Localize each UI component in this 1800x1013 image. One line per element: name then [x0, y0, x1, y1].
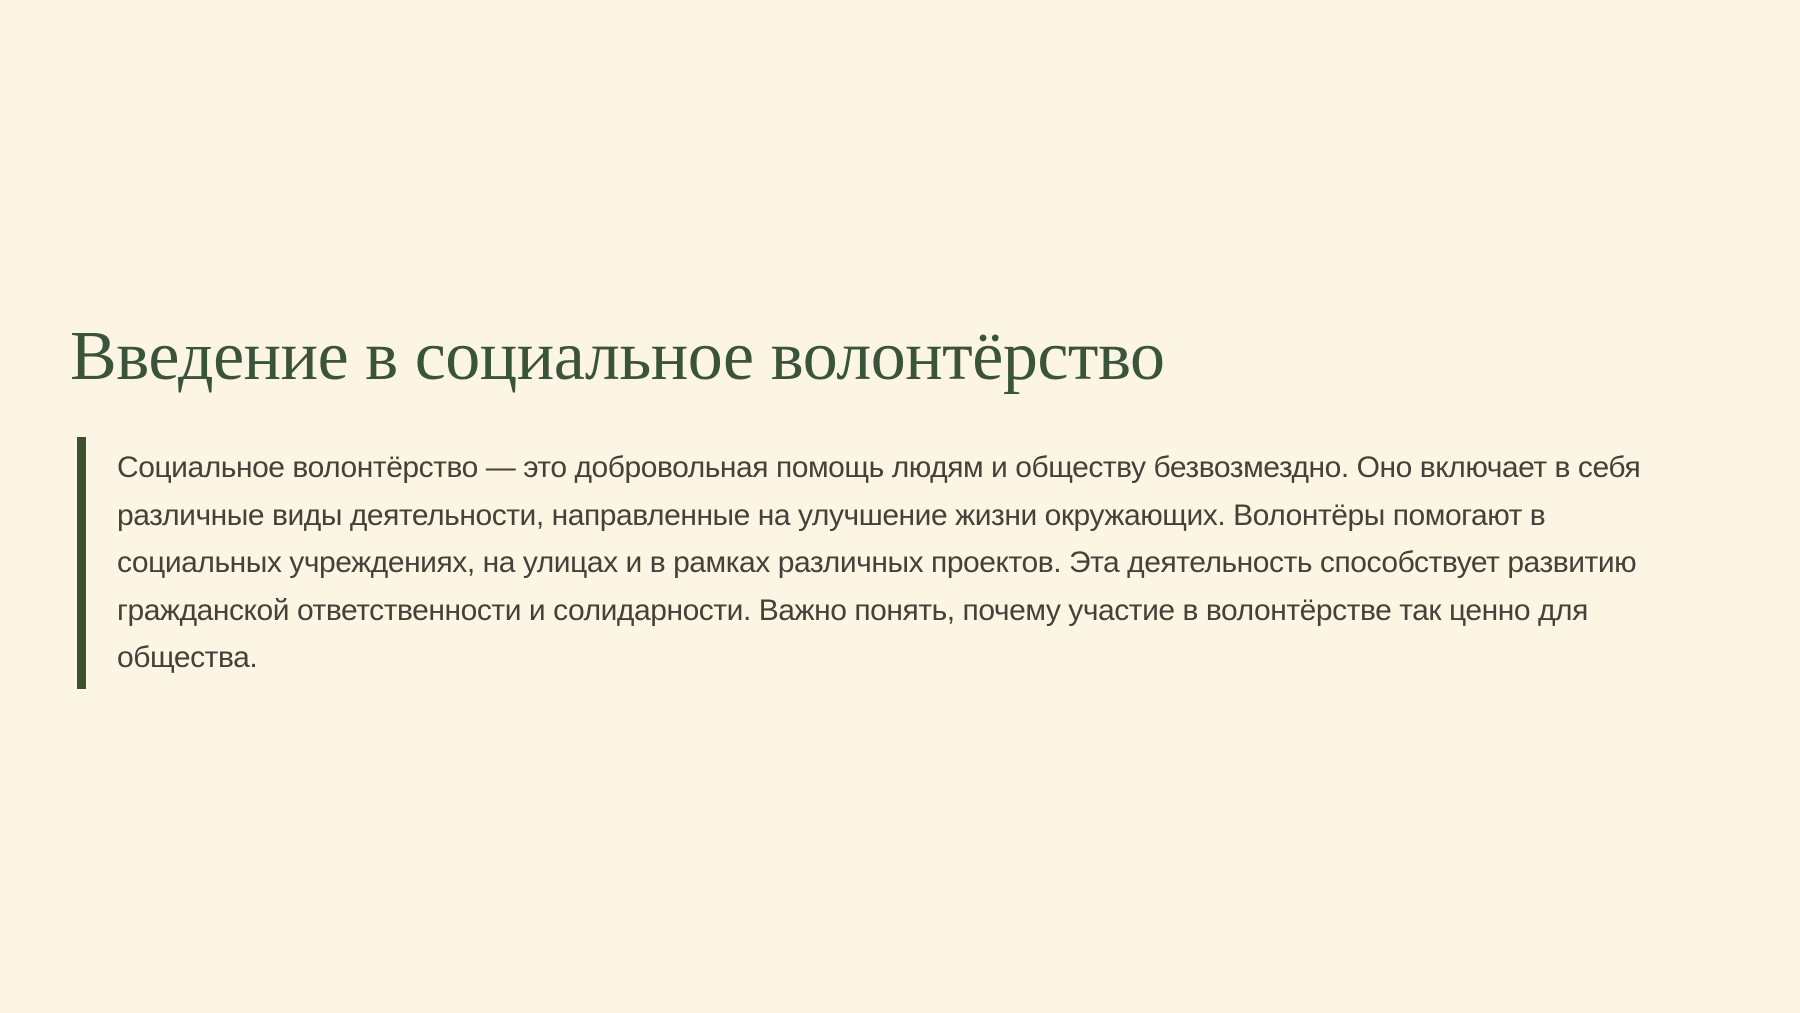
- intro-paragraph-line: гражданской ответственности и солидарности. Важно понять, почему участие в волонтёрстве так ценно для: [117, 593, 1588, 627]
- intro-quote-block: [77, 437, 1640, 689]
- intro-paragraph-line: различные виды деятельности, направленные на улучшение жизни окружающих. Волонтёры помогают в: [117, 498, 1546, 532]
- intro-paragraph-line: социальных учреждениях, на улицах и в рамках различных проектов. Эта деятельность способствует развитию: [117, 546, 1637, 579]
- intro-paragraph-line: Социальное волонтёрство — это добровольная помощь людям и обществу безвозмездно. Оно включает в себя: [117, 451, 1641, 484]
- slide-title: Введение в социальное волонтёрство: [70, 318, 1165, 395]
- intro-paragraph-line: общества.: [117, 641, 258, 674]
